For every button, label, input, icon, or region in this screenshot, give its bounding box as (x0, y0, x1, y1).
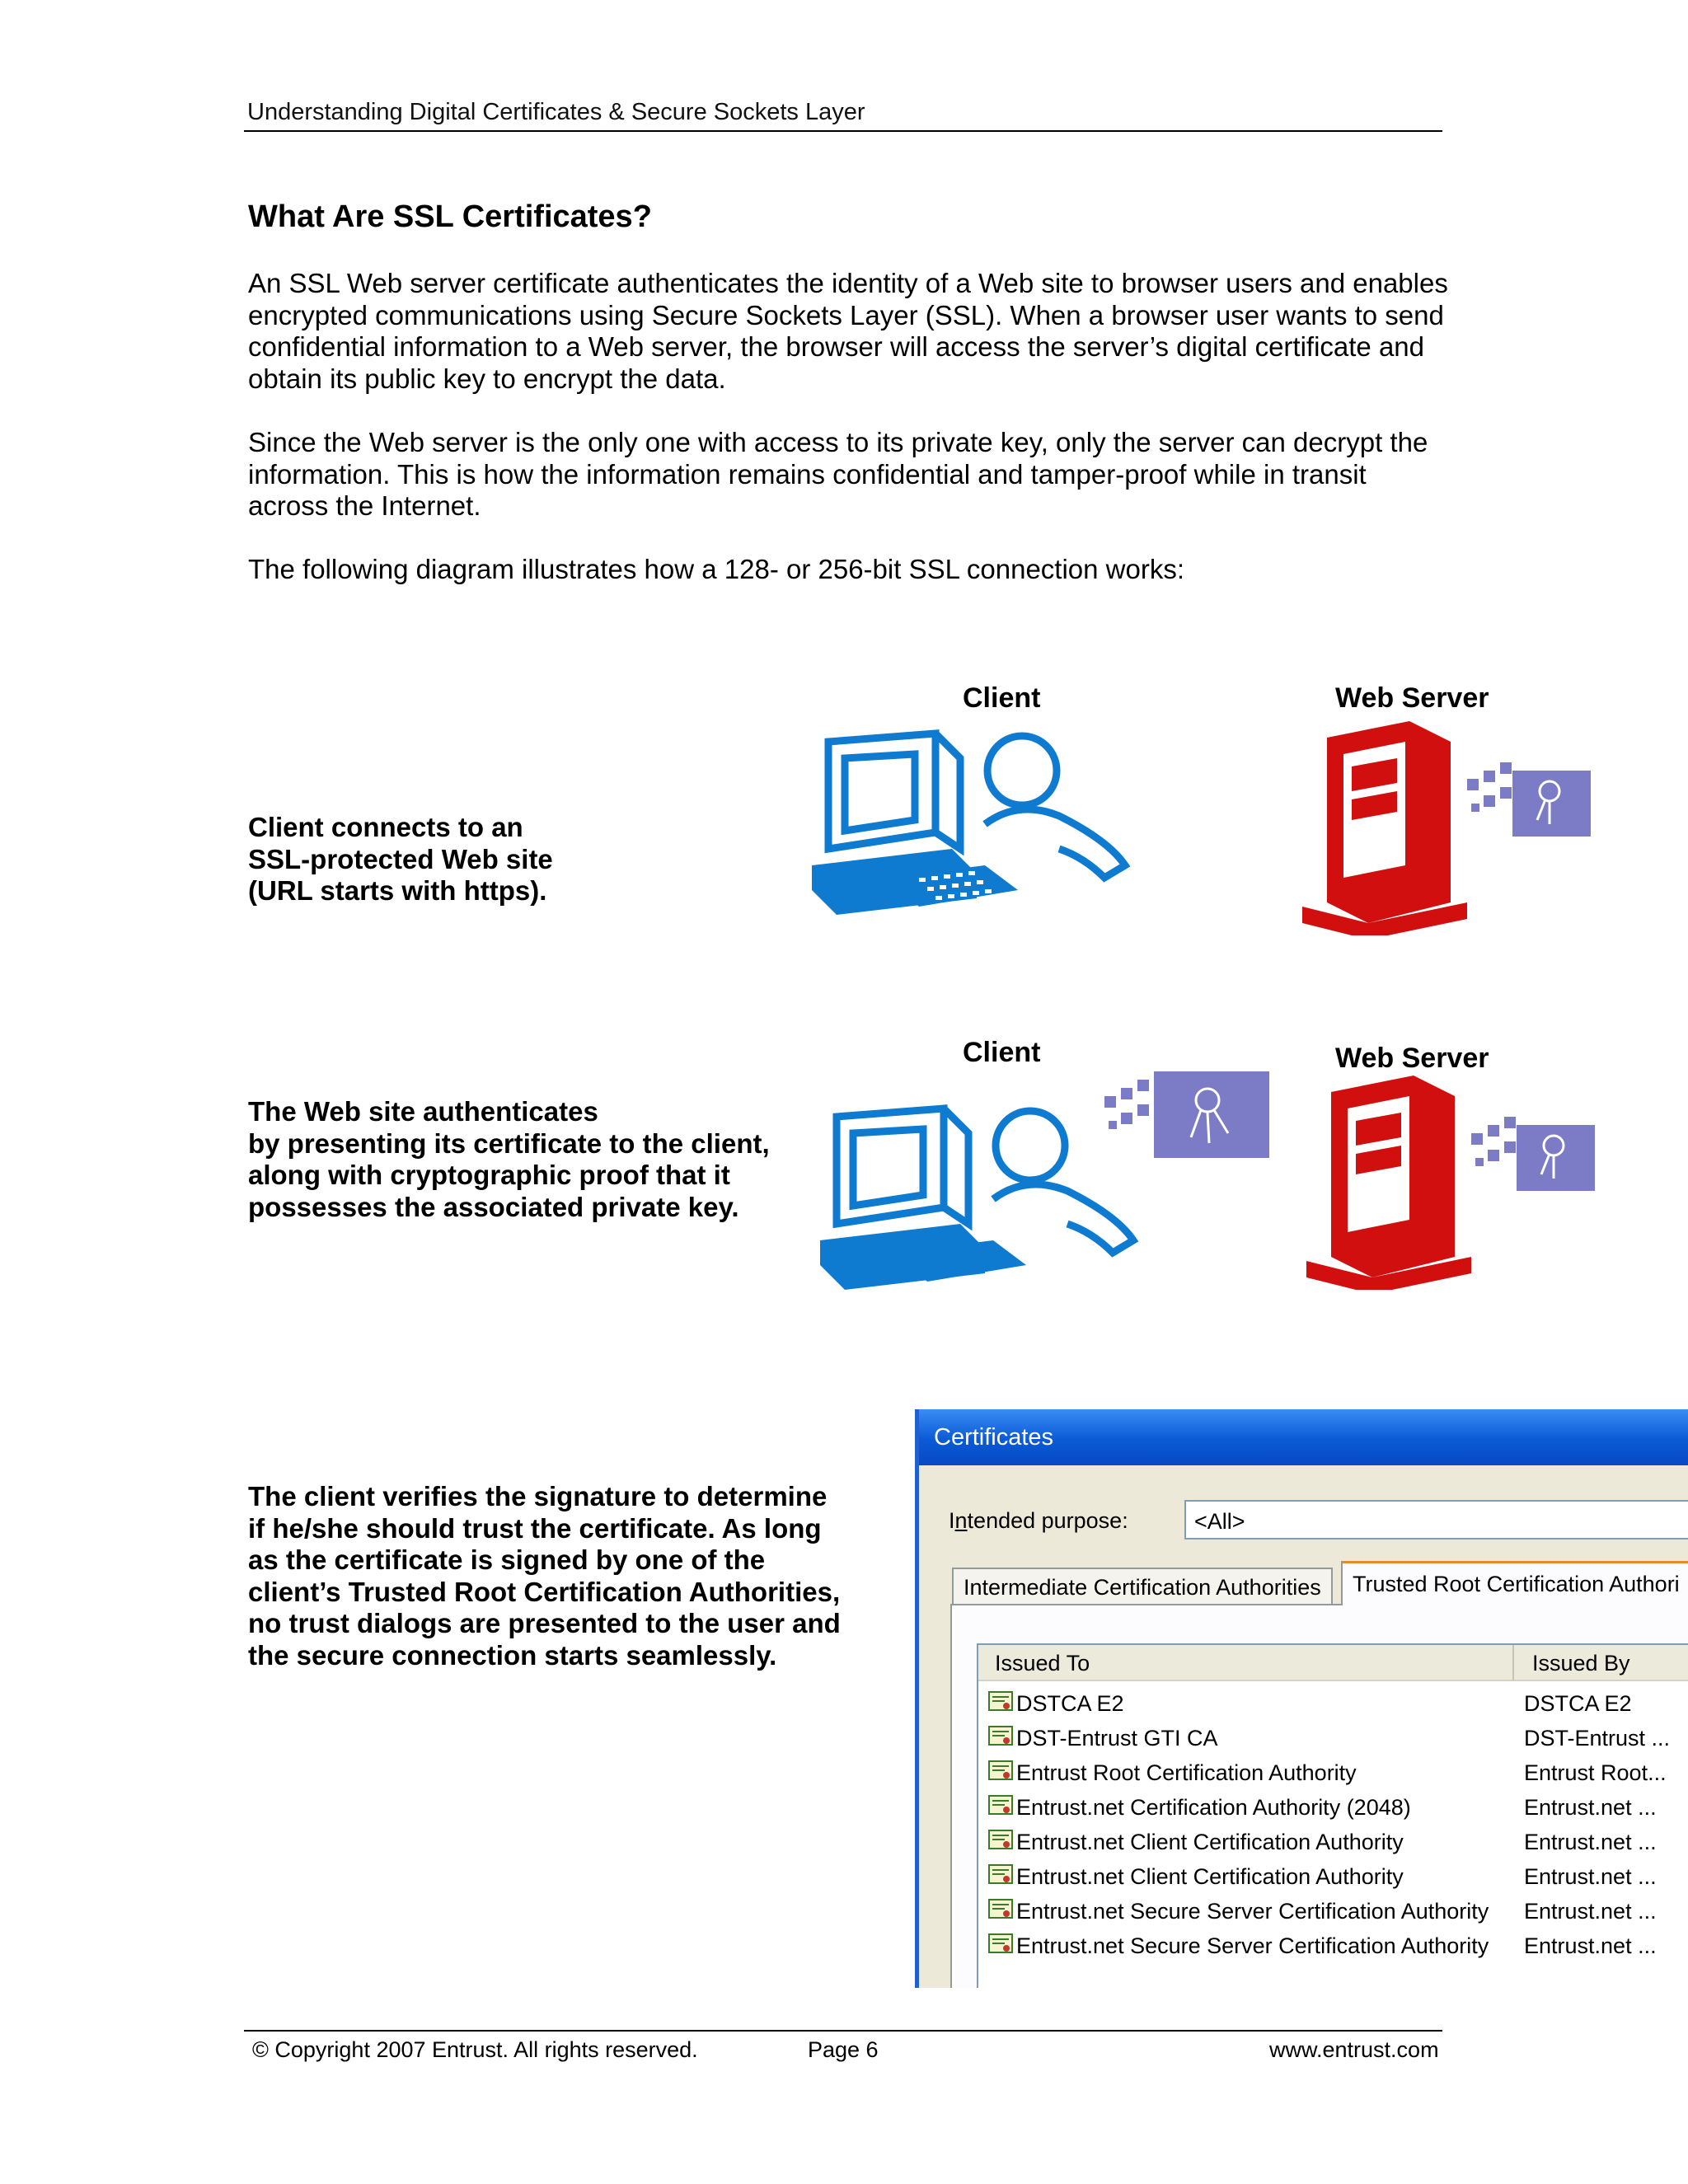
table-row[interactable] (978, 1686, 1688, 1721)
paragraph-3: The following diagram illustrates how a 128- or 256-bit SSL connection works: (248, 554, 1185, 584)
step-3-line: the secure connection starts seamlessly. (248, 1639, 777, 1671)
step-2-client-label: Client (963, 1037, 1041, 1068)
paragraph-2: Since the Web server is the only one with access to its private key, only the server can decrypt the information. This is how the information remains confidential and tamper-proof while in transit across the Internet. (248, 427, 1428, 521)
step-3-line: no trust dialogs are presented to the user and (248, 1608, 841, 1638)
step-3-line: The client verifies the signature to determine (248, 1481, 828, 1511)
certificate-icon (988, 1933, 1013, 1956)
cell-issued-by: Entrust.net ... (1524, 1830, 1657, 1854)
cell-issued-by: Entrust.net ... (1524, 1795, 1657, 1820)
table-row[interactable] (978, 1825, 1688, 1859)
column-header-issued-to[interactable]: Issued To (978, 1645, 1514, 1681)
step-3-text (248, 1481, 841, 1671)
table-row[interactable] (978, 1755, 1688, 1790)
step-1-server-label: Web Server (1335, 682, 1489, 714)
label-part: I (949, 1508, 955, 1533)
certificate-icon (988, 1760, 1013, 1783)
certificates-dialog (915, 1409, 1688, 1988)
cell-issued-to: Entrust Root Certification Authority (1016, 1760, 1357, 1785)
column-header-issued-by[interactable]: Issued By (1514, 1645, 1688, 1681)
certificate-icon (988, 1690, 1013, 1713)
cell-issued-to: DST-Entrust GTI CA (1016, 1726, 1218, 1750)
intended-purpose-select[interactable]: <All> (1184, 1500, 1688, 1540)
step-3-line: client’s Trusted Root Certification Authorities, (248, 1576, 841, 1607)
client-computer-icon (812, 725, 1142, 931)
step-2-line: by presenting its certificate to the client, (248, 1127, 770, 1159)
step-2-line: The Web site authenticates (248, 1096, 598, 1127)
client-computer-with-certificate-icon (820, 1067, 1282, 1315)
cell-issued-to: Entrust.net Certification Authority (2048) (1016, 1795, 1411, 1820)
step-1-text (248, 812, 553, 907)
step-2-line: possesses the associated private key. (248, 1191, 739, 1222)
dialog-title-bar[interactable]: Certificates (919, 1409, 1688, 1465)
certificate-icon (988, 1829, 1013, 1852)
cell-issued-by: DSTCA E2 (1524, 1691, 1632, 1716)
paragraph-1: An SSL Web server certificate authenticates the identity of a Web site to browser users and enables encrypted communications using Secure Sockets Layer (SSL). When a browser user wants to send confidential information to a Web server, the browser will access the server’s digital certificate and obtain its public key to encrypt the data. (248, 268, 1448, 394)
cell-issued-by: Entrust.net ... (1524, 1899, 1657, 1924)
cell-issued-to: DSTCA E2 (1016, 1691, 1124, 1716)
table-row[interactable] (978, 1894, 1688, 1929)
certificate-icon (988, 1794, 1013, 1817)
step-2-line: along with cryptographic proof that it (248, 1160, 730, 1190)
label-accesskey: n (954, 1508, 968, 1533)
intended-purpose-label (949, 1508, 1128, 1534)
step-3-line: as the certificate is signed by one of the (248, 1544, 766, 1575)
cell-issued-by: Entrust.net ... (1524, 1933, 1657, 1958)
step-2-server-label: Web Server (1335, 1043, 1489, 1074)
cell-issued-to: Entrust.net Client Certification Authority (1016, 1830, 1404, 1854)
tab-intermediate-ca[interactable]: Intermediate Certification Authorities (952, 1568, 1333, 1604)
section-heading: What Are SSL Certificates? (248, 199, 652, 234)
footer-copyright: © Copyright 2007 Entrust. All rights reserved. (252, 2037, 698, 2062)
footer-page-number: Page 6 (808, 2037, 879, 2062)
tab-trusted-root-ca[interactable]: Trusted Root Certification Authori (1341, 1561, 1688, 1605)
step-3-line: if he/she should trust the certificate. As long (248, 1512, 822, 1544)
step-1-line: (URL starts with https). (248, 875, 547, 906)
cell-issued-by: DST-Entrust ... (1524, 1726, 1671, 1750)
step-2-text (248, 1096, 770, 1223)
cell-issued-to: Entrust.net Client Certification Authority (1016, 1864, 1404, 1889)
table-row[interactable] (978, 1859, 1688, 1894)
certificate-icon (988, 1898, 1013, 1921)
cell-issued-by: Entrust.net ... (1524, 1864, 1657, 1889)
step-1-line: SSL-protected Web site (248, 843, 553, 874)
running-header: Understanding Digital Certificates & Secure Sockets Layer (247, 99, 865, 125)
footer-website-link[interactable]: www.entrust.com (1269, 2037, 1439, 2062)
table-row[interactable] (978, 1790, 1688, 1825)
cell-issued-by: Entrust Root... (1524, 1760, 1667, 1785)
footer-rule (244, 2030, 1442, 2032)
web-server-icon (1306, 1076, 1603, 1290)
step-1-client-label: Client (963, 682, 1041, 714)
certificate-list[interactable] (977, 1643, 1688, 1988)
step-1-line: Client connects to an (248, 812, 523, 842)
cell-issued-to: Entrust.net Secure Server Certification Authority (1016, 1933, 1489, 1958)
table-row[interactable] (978, 1721, 1688, 1755)
certificate-icon (988, 1725, 1013, 1748)
cell-issued-to: Entrust.net Secure Server Certification Authority (1016, 1899, 1489, 1924)
web-server-icon (1302, 721, 1599, 935)
header-rule (244, 130, 1442, 132)
label-part: tended purpose: (967, 1508, 1128, 1533)
table-row[interactable] (978, 1929, 1688, 1963)
certificate-icon (988, 1863, 1013, 1886)
